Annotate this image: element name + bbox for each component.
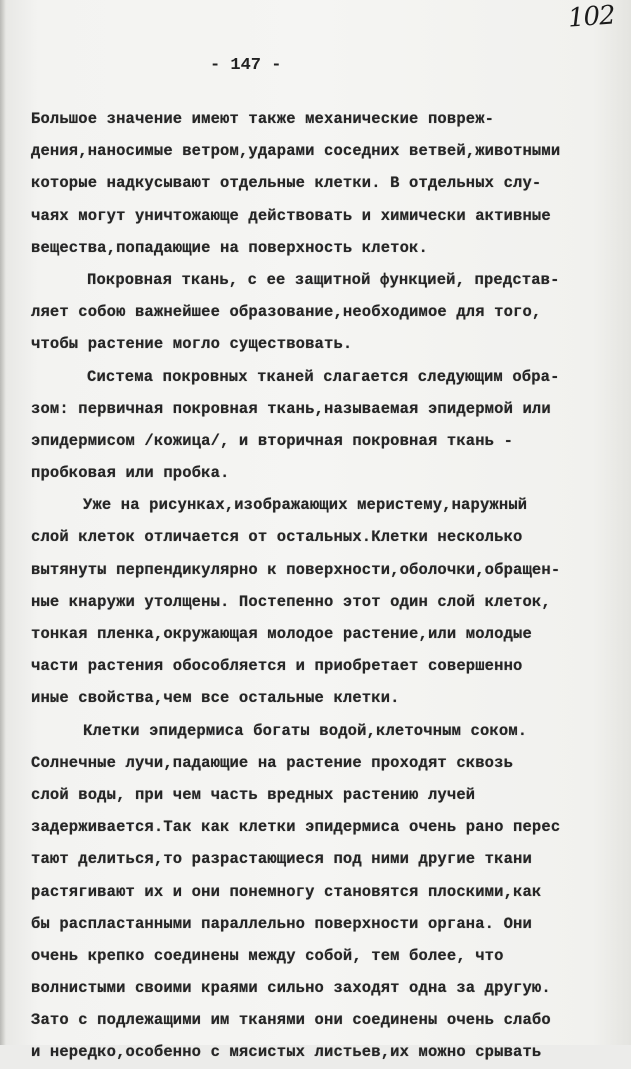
text-line: слой воды, при чем часть вредных растению лучей [31, 785, 476, 804]
text-line: части растения обособляется и приобретает совершенно [31, 657, 523, 676]
text-line: слой клеток отличается от остальных.Клетки несколько [31, 528, 523, 547]
text-line: Клетки эпидермиса богаты водой,клеточным соком. [83, 721, 528, 740]
text-line: волнистыми своими краями сильно заходят одна за другую. [31, 979, 551, 998]
text-line: очень крепко соединены между собой, тем более, что [31, 946, 504, 965]
text-line: вытянуты перпендикулярно к поверхности,оболочки,обращен- [31, 560, 561, 579]
typewritten-body [31, 103, 621, 1069]
text-line: пробковая или пробка. [31, 464, 230, 483]
text-line: чаях могут уничтожающе действовать и химически активные [31, 206, 551, 225]
text-line: ляет собою важнейшее образование,необходимое для того, [31, 303, 542, 322]
handwritten-folio-number: 102 [567, 0, 616, 34]
text-line: Солнечные лучи,падающие на растение проходят сквозь [31, 753, 514, 772]
text-line: вещества,попадающие на поверхность клеток. [31, 238, 428, 257]
text-line: растягивают их и они понемногу становятся плоскими,как [31, 882, 542, 901]
text-line: чтобы растение могло существовать. [31, 335, 353, 354]
text-line: ные кнаружи утолщены. Постепенно этот один слой клеток, [31, 592, 551, 611]
text-line: Покровная ткань, с ее защитной функцией, представ- [87, 270, 560, 289]
scan-edge-shadow [0, 0, 6, 1045]
page-number: - 147 - [210, 56, 282, 75]
text-line: иные свойства,чем все остальные клетки. [31, 689, 400, 708]
text-line: задерживается.Так как клетки эпидермиса очень рано перес [31, 818, 561, 837]
text-line: Большое значение имеют также механические повреж- [31, 110, 495, 128]
text-line: дения,наносимые ветром,ударами соседних ветвей,животными [31, 142, 561, 161]
text-line: зом: первичная покровная ткань,называемая эпидермой или [31, 399, 551, 418]
text-line: тонкая пленка,окружающая молодое растение,или молодые [31, 625, 532, 643]
text-line: которые надкусывают отдельные клетки. В отдельных слу- [31, 174, 542, 193]
text-line: тают делиться,то разрастающиеся под ними другие ткани [31, 850, 532, 869]
text-line: Уже на рисунках,изображающих меристему,наружный [83, 496, 528, 515]
text-line: эпидермисом /кожица/, и вторичная покровная ткань - [31, 431, 514, 450]
text-line: бы распластанными параллельно поверхности органа. Они [31, 914, 532, 933]
text-line: и нередко,особенно с мясистых листьев,их можно срывать [31, 1043, 542, 1062]
text-line: Зато с подлежащими им тканями они соединены очень слабо [31, 1011, 551, 1030]
text-line: Система покровных тканей слагается следующим обра- [87, 367, 560, 386]
